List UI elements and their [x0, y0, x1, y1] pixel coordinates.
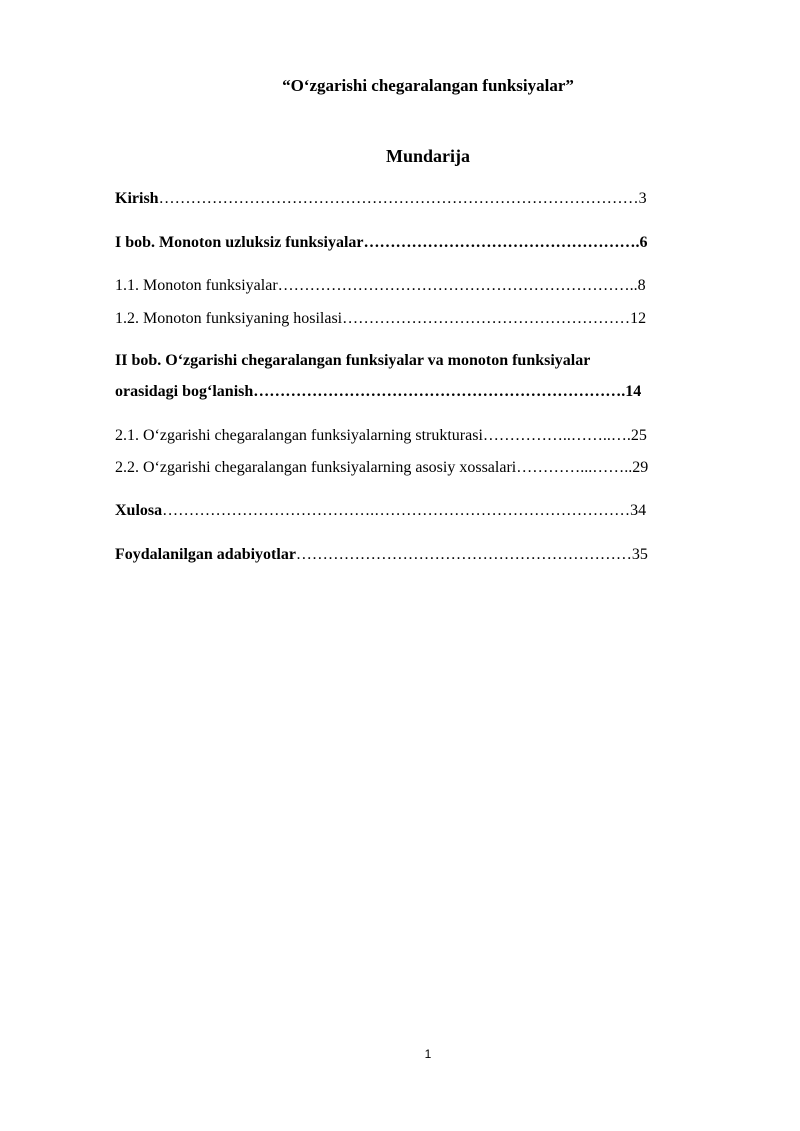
- toc-entry-references: [115, 544, 740, 566]
- toc-leader: …………………………………………………………..: [277, 277, 638, 294]
- toc-page: 14: [625, 383, 642, 400]
- toc-entry-text: 2.1. O‘zgarishi chegaralangan funksiyalarning strukturasi: [115, 427, 483, 444]
- toc-leader: ………………………………………………………………………………: [158, 190, 639, 207]
- toc-entry-text: 1.1. Monoton funksiyalar: [115, 277, 278, 294]
- toc-entry-section-2-2: [115, 457, 740, 479]
- toc-page: 34: [630, 502, 647, 519]
- toc-entry-chapter-2-line-1: [115, 350, 740, 372]
- toc-entry-chapter-2-line-2: [115, 381, 740, 403]
- toc-entry-introduction: [115, 188, 740, 210]
- toc-page: 35: [631, 546, 648, 563]
- toc-entry-text: II bob. O‘zgarishi chegaralangan funksiyalar va monoton funksiyalar: [115, 352, 591, 369]
- toc-leader: ………………………………………………………: [295, 546, 632, 563]
- toc-page: 12: [630, 310, 647, 327]
- toc-leader: ………………………………………………: [342, 310, 631, 327]
- toc-leader: …………………………………………….: [363, 234, 640, 251]
- toc-page: 6: [639, 234, 648, 251]
- toc-entry-section-1-1: [115, 275, 740, 297]
- toc-entry-text: Foydalanilgan adabiyotlar: [115, 546, 296, 563]
- toc-leader: ……………..……..….: [482, 427, 631, 444]
- toc-leader: …………………………………………………………….: [253, 383, 626, 400]
- toc-leader: …………...……..: [516, 459, 633, 476]
- toc-entry-text: orasidagi bog‘lanish: [115, 383, 254, 400]
- toc-entry-text: Xulosa: [115, 502, 163, 519]
- toc-entry-text: 2.2. O‘zgarishi chegaralangan funksiyalarning asosiy xossalari: [115, 459, 517, 476]
- toc-entry-text: 1.2. Monoton funksiyaning hosilasi: [115, 310, 343, 327]
- toc-entry-text: Kirish: [115, 190, 159, 207]
- toc-heading: Mundarija: [385, 146, 470, 166]
- toc-page: 25: [630, 427, 647, 444]
- toc-entry-section-2-1: [115, 425, 740, 447]
- toc-page: 29: [632, 459, 649, 476]
- toc-entry-text: I bob. Monoton uzluksiz funksiyalar: [115, 234, 364, 251]
- toc-entry-chapter-1: [115, 232, 740, 254]
- document-title: “O‘zgarishi chegaralangan funksiyalar”: [282, 76, 574, 95]
- toc-page: 8: [637, 277, 646, 294]
- page-number: 1: [424, 1047, 432, 1061]
- toc-entry-conclusion: [115, 500, 740, 522]
- toc-page: 3: [638, 190, 647, 207]
- toc-leader: ………………………………….…………………………………………: [162, 502, 631, 519]
- toc-entry-section-1-2: [115, 308, 740, 330]
